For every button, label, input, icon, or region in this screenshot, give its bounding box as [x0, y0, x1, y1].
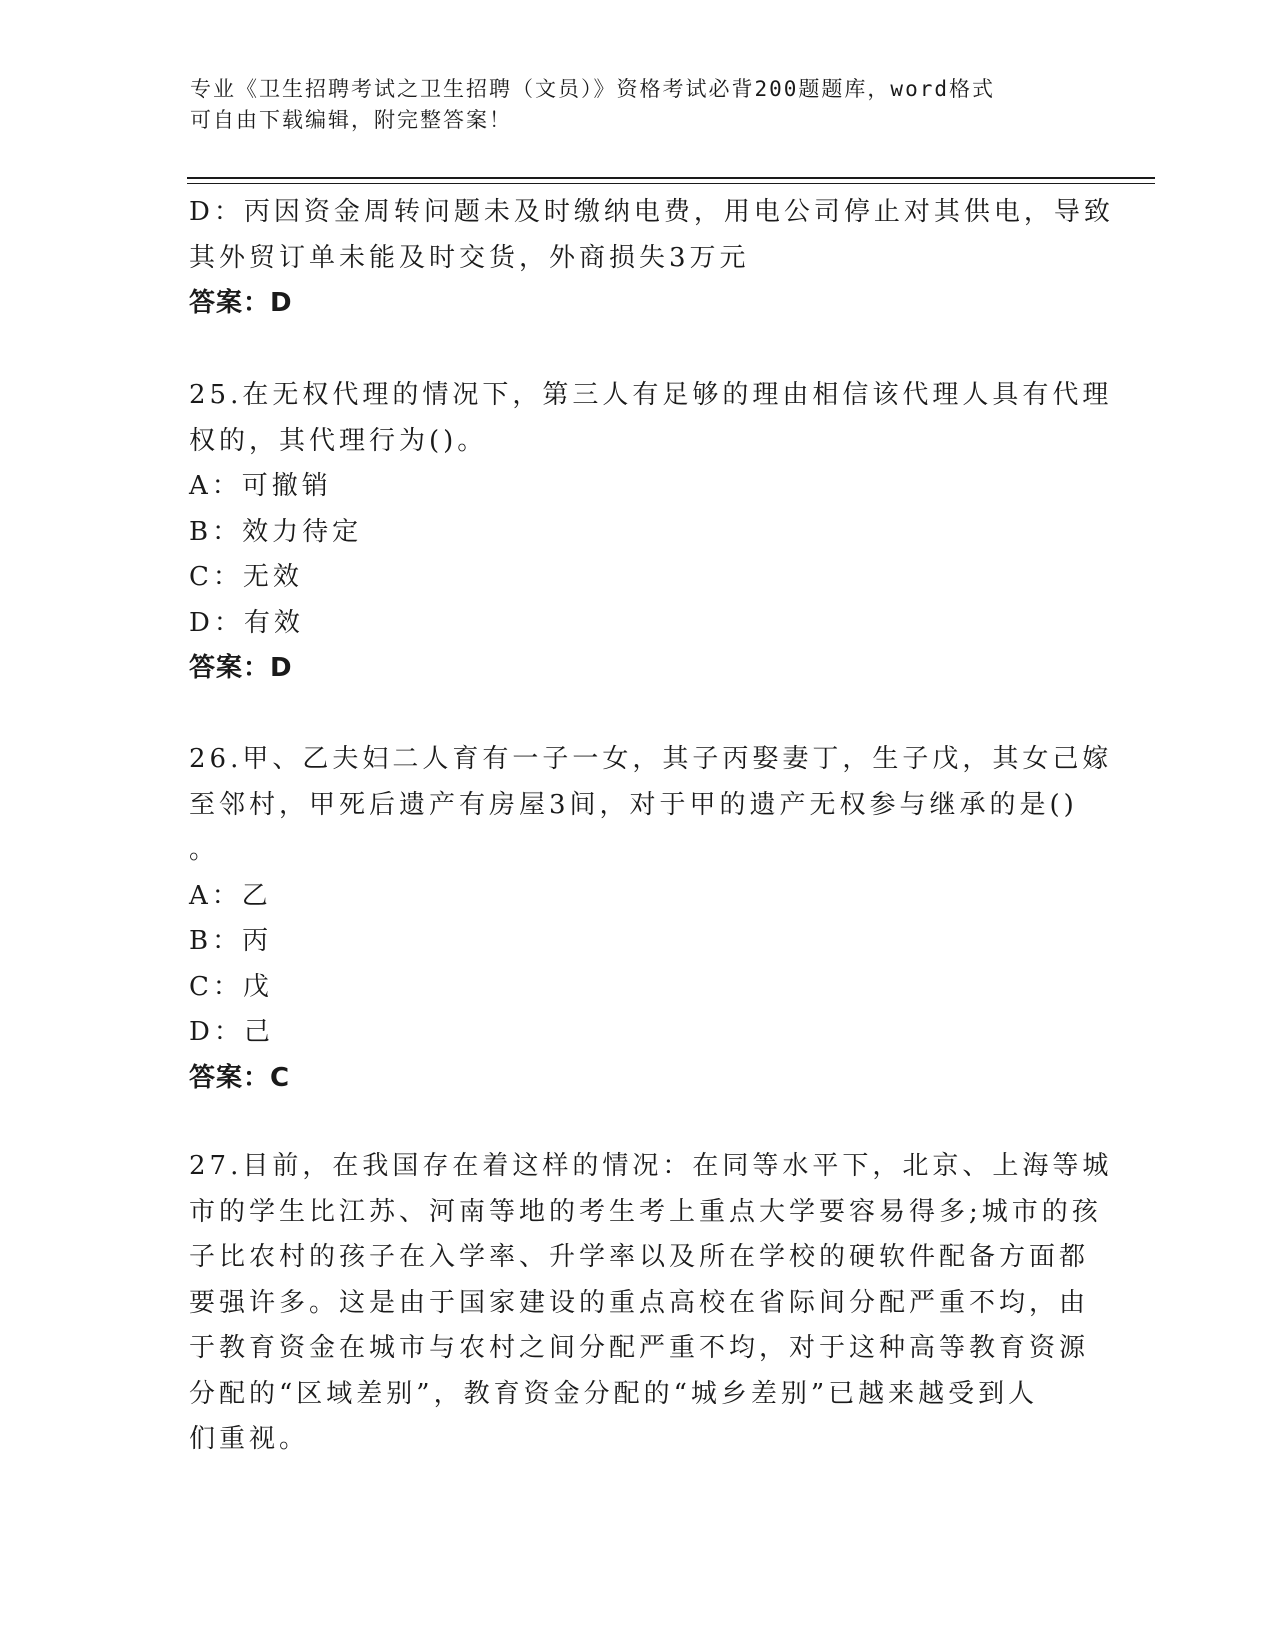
question-stem-line-1: 27.目前，在我国存在着这样的情况：在同等水平下，北京、上海等城 — [189, 1151, 1113, 1181]
question-stem: 25.在无权代理的情况下，第三人有足够的理由相信该代理人具有代理 — [189, 380, 1113, 410]
question-stem-line-5: 于教育资金在城市与农村之间分配严重不均，对于这种高等教育资源 — [189, 1333, 1090, 1363]
page-header — [190, 74, 1090, 136]
question-25 — [189, 373, 1112, 692]
answer-line: 答案：D — [189, 288, 293, 318]
option-b: B：效力待定 — [189, 516, 363, 547]
option-d-text-continued: 其外贸订单未能及时交货，外商损失3万元 — [189, 242, 750, 273]
option-d-text: D：丙因资金周转问题未及时缴纳电费，用电公司停止对其供电，导致 — [189, 197, 1114, 227]
option-d: D：有效 — [189, 607, 304, 638]
question-26 — [189, 737, 1112, 1101]
header-line-2: 可自由下载编辑，附完整答案！ — [190, 108, 512, 132]
question-stem-line-7: 们重视。 — [189, 1424, 310, 1454]
header-divider-thick — [187, 177, 1155, 179]
answer-line: 答案：C — [189, 1062, 291, 1093]
question-stem-continued: 权的，其代理行为()。 — [189, 425, 488, 456]
question-stem: 26.甲、乙夫妇二人育有一子一女，其子丙娶妻丁，生子戊，其女己嫁 — [189, 744, 1113, 774]
answer-line: 答案：D — [189, 653, 293, 683]
option-c: C：戊 — [189, 971, 273, 1002]
option-d: D：己 — [189, 1017, 274, 1047]
option-b: B：丙 — [189, 926, 273, 956]
question-stem-line-4: 要强许多。这是由于国家建设的重点高校在省际间分配严重不均，由 — [189, 1287, 1090, 1318]
header-line-1: 专业《卫生招聘考试之卫生招聘（文员）》资格考试必背200题题库，word格式 — [190, 77, 995, 101]
option-c: C：无效 — [189, 562, 303, 592]
question-24-continued — [189, 190, 1114, 327]
header-divider-thin — [187, 183, 1155, 184]
question-27 — [189, 1144, 1112, 1463]
option-a: A：乙 — [189, 880, 272, 911]
question-stem-line-6: 分配的“区域差别”，教育资金分配的“城乡差别”已越来越受到人 — [189, 1378, 1039, 1409]
option-a: A：可撤销 — [189, 471, 332, 501]
question-stem-line-3: 子比农村的孩子在入学率、升学率以及所在学校的硬软件配备方面都 — [189, 1242, 1090, 1272]
question-stem-continued: 至邻村，甲死后遗产有房屋3间，对于甲的遗产无权参与继承的是() — [189, 789, 1078, 820]
question-stem-line-2: 市的学生比江苏、河南等地的考生考上重点大学要容易得多;城市的孩 — [189, 1196, 1102, 1227]
question-stem-end: 。 — [189, 835, 220, 865]
